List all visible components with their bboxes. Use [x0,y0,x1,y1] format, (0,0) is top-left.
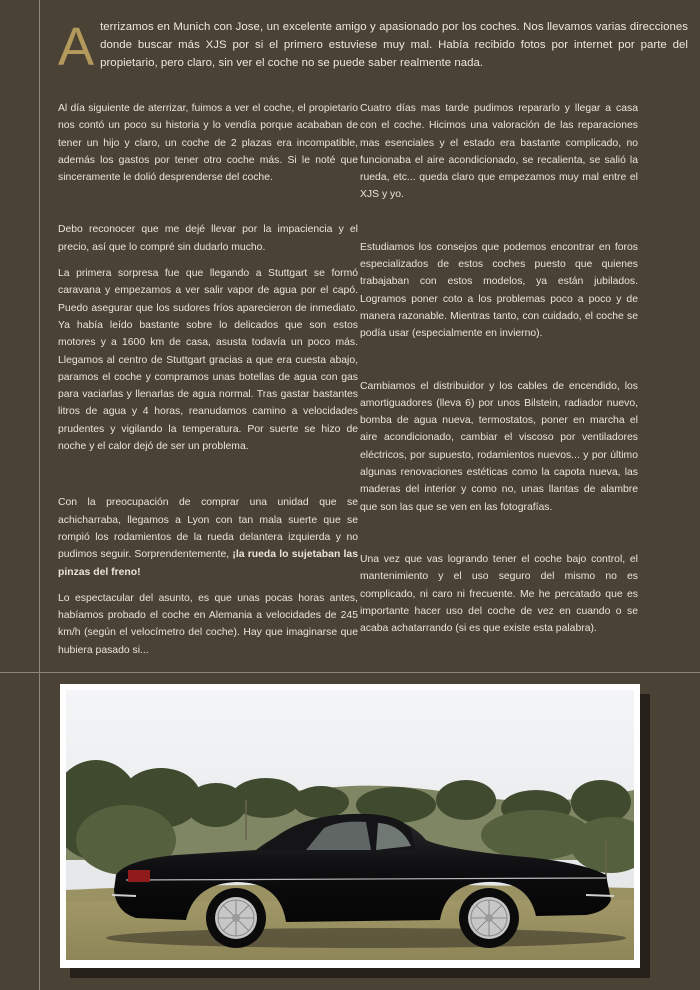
right-column [360,100,638,646]
intro-text: terrizamos en Munich con Jose, un excelente amigo y apasionado por los coches. Nos llevamos varias direcciones donde buscar más XJS por si el primero estuviese muy mal. Había recibido fotos por internet por parte del propietario, pero claro, sin ver el coche no se puede saber realmente nada. [100,21,688,69]
left-paragraph-2: Debo reconocer que me dejé llevar por la impaciencia y el precio, así que lo compré sin dudarlo mucho. [58,224,358,253]
right-paragraph-4: Una vez que vas logrando tener el coche bajo control, el mantenimiento y el uso seguro del mismo no es complicado, ni caro ni frecuente. Me he percatado que es importante hacer uso del coche de vez en cuando o se acaba achatarrando (si es que existe esta palabra). [360,553,638,635]
drop-cap: A [58,17,95,77]
right-paragraph-2: Estudiamos los consejos que podemos encontrar en foros especializados de estos coches puesto que quienes trabajaban con estos modelos, ya están jubilados. Logramos poner coto a los problemas poco a poco y de manera razonable. Mientras tanto, con cuidado, el coche se podía usar (especialmente en invierno). [360,241,638,340]
right-paragraph-1: Cuatro días mas tarde pudimos repararlo y llegar a casa con el coche. Hicimos una valoración de las reparaciones mas esenciales y el estado era bastante complicado, no funcionaba el aire acondicionado, se recalienta, se salió la rueda, etc... queda claro que empezamos muy mal entre el XJS y yo. [360,103,638,201]
left-paragraph-4-text: Con la preocupación de comprar una unidad que se achicharraba, llegamos a Lyon con tan mala suerte que se rompió los rodamientos de la rueda delantera izquierda y no pudimos seguir. Sorprendentemente, [58,497,358,561]
left-column [58,100,358,668]
intro-paragraph [58,17,688,77]
right-paragraph-3: Cambiamos el distribuidor y los cables de encendido, los amortiguadores (lleva 6) por unos Bilstein, radiador nuevo, bomba de agua nueva, termostatos, poner en marcha el aire acondicionado, cambiar el viscoso por ventiladores eléctricos, por supuesto, rodamientos nuevos... y por último algunas renovaciones estéticas como la capota nueva, las maderas del interior y como no, unas llantas de alambre que son las que se ven en las fotografías. [360,380,638,513]
car-photo [66,690,634,960]
left-paragraph-4-bold: ¡la rueda lo sujetaban las pinzas del freno! [58,549,358,578]
left-paragraph-5: Lo espectacular del asunto, es que unas pocas horas antes, habíamos probado el coche en Alemania a velocidades de 245 km/h (según el velocímetro del coche). Hay que imaginarse que hubiera pasado si... [58,592,358,656]
car-photo-illustration [66,690,634,960]
vertical-rule [39,0,40,990]
horizontal-rule [0,672,700,673]
left-paragraph-4 [58,494,358,580]
left-paragraph-3: La primera sorpresa fue que llegando a Stuttgart se formó caravana y empezamos a ver salir vapor de agua por el capó. Puedo asegurar que los sudores fríos aparecieron de inmediato. Ya había leído bastante sobre lo delicados que son estos motores y a 1600 km de casa, asusta todavía un poco más. Llegamos al centro de Stuttgart gracias a que era cuesta abajo, paramos el coche y compramos unas botellas de agua con gas para vaciarlas y llenarlas de agua normal. Tras gastar bastantes litros de agua y 4 horas, reanudamos camino a velocidades prudentes y vigilando la temperatura. Por suerte se hizo de noche y el calor dejó de ser un problema. [58,268,358,453]
left-paragraph-1: Al día siguiente de aterrizar, fuimos a ver el coche, el propietario nos contó un poco su historia y lo vendía porque acababan de tener un hijo y claro, un coche de 2 plazas era incompatible, además los gastos por tener otro coche más. Si le noté que sinceramente le dolió desprenderse del coche. [58,103,358,184]
